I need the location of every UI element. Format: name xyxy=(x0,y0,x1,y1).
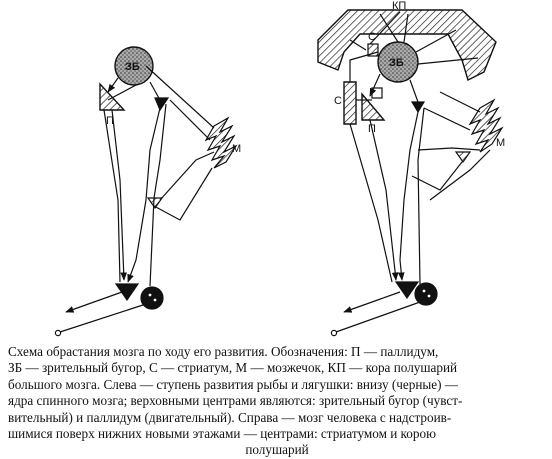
left-spinal-nucleus-motor xyxy=(116,284,138,300)
right-label-c-top: С xyxy=(368,31,376,43)
right-diagram xyxy=(318,10,502,336)
right-label-m: М xyxy=(496,137,506,149)
caption-line: ядра спинного мозга; верховными центрами являются: зрительный бугор (чувст- xyxy=(8,393,463,409)
right-label-c-left: С xyxy=(334,95,342,107)
caption-line: шимися поверх нижних новыми этажами — центрами: стриатумом и корою xyxy=(8,426,436,442)
caption-line: большого мозга. Слева — ступень развития рыбы и лягушки: внизу (черные) — xyxy=(8,376,458,392)
left-label-zb: ЗБ xyxy=(125,61,140,73)
right-spinal-nucleus-sensory xyxy=(415,283,437,305)
caption-line: Схема обрастания мозга по ходу его развития. Обозначения: П — паллидум, xyxy=(8,344,439,359)
right-relay-triangle xyxy=(412,102,424,112)
caption-line: вительный) и паллидум (двигательный). Справа — мозг человека с надстроив- xyxy=(8,409,452,425)
left-pallidum-node xyxy=(100,84,124,110)
right-relay-triangle-2 xyxy=(456,152,470,162)
caption-last-line: полушарий xyxy=(245,442,309,458)
right-label-p: П xyxy=(368,123,376,135)
figure-caption xyxy=(8,344,546,459)
left-label-p: П xyxy=(106,115,114,127)
left-diagram xyxy=(55,47,236,336)
right-striatum-node xyxy=(344,82,356,124)
left-label-m: М xyxy=(232,143,242,155)
right-label-zb: ЗБ xyxy=(389,57,404,69)
left-spinal-nucleus-sensory xyxy=(141,287,163,309)
caption-line: ЗБ — зрительный бугор, С — стриатум, М — мозжечок, КП — кора полушарий xyxy=(8,360,458,376)
right-label-kp: КП xyxy=(392,0,407,12)
